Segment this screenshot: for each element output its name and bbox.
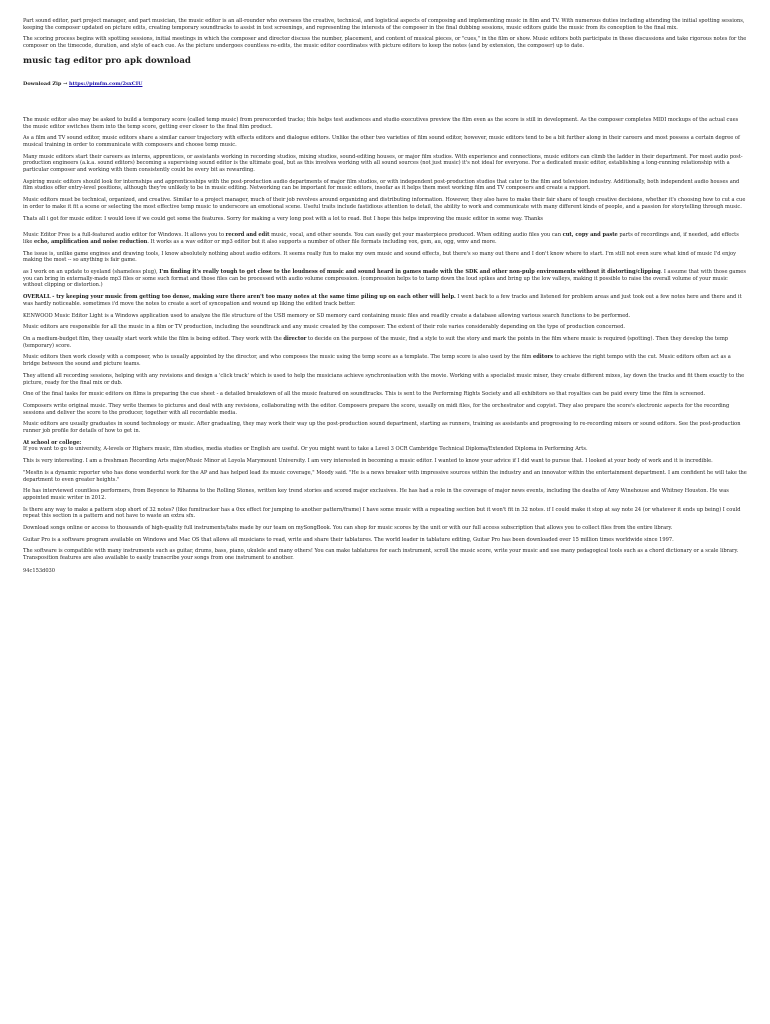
text-run: parts of recordings and, if needed, add effects like <box>23 232 739 245</box>
loudness-paragraph <box>23 269 747 289</box>
text-run: Music Editor Free is a full-featured audio editor for Windows. It allows you to <box>23 232 226 239</box>
body-paragraph: This is very interesting. I am a freshman Recording Arts major/Music Minor at Loyola Marymount University. I am very interested in becoming a music editor. I wanted to know your advice if I did want to pursue that. I looked at your body of work and it is incredible. <box>23 458 713 465</box>
body-paragraph: Music editors must be technical, organized, and creative. Similar to a project manager, much of their job revolves around organizing and distributing information. However, they also have to make their fair share of tough creative decisions, whether it's choosing how to cut a cue in order to make it fit a scene or selecting the most effective temp music to underscore an emotional scene. Useful traits include fastidious attention to detail, the ability to work and communicate with many different kinds of people, and a passion for storytelling through music. <box>23 197 746 210</box>
bold-run: director <box>283 335 307 342</box>
text-run: to decide on the purpose of the music, find a style to suit the story and mark the points in the film where music is required (spotting). Then they develop the temp (temporary) score. <box>23 335 729 349</box>
music-editor-free-paragraph <box>23 232 747 245</box>
download-link[interactable]: https://pimfm.com/2sxCIU <box>69 80 143 87</box>
text-run: as I work on an update to eyeland (shameless plug), <box>23 269 160 276</box>
text-run: I went back to a few tracks and listened for problem areas and just took out a few notes here and there and it was hardly noticeable. sometimes i'd move the notes to create a sort of syncopation and wound up liking the edited track better. <box>23 294 742 307</box>
body-paragraph: Guitar Pro is a software program available on Windows and Mac OS that allows all musicians to read, write and share their tablatures. The world leader in tablature editing, Guitar Pro has been downloaded over 15 million times worldwide since 1997. <box>23 536 674 543</box>
body-paragraph: Music editors are usually graduates in sound technology or music. After graduating, they may work their way up the post-production sound department, starting as runners, training as assistants and progressing to re-recording mixers or sound editors. See the post-production runner job profile for details of how to get in. <box>23 421 741 435</box>
text-run: to achieve the right tempo with the cut. Music editors often act as a bridge between the sound and picture teams. <box>23 354 731 368</box>
body-paragraph: Aspiring music editors should look for internships and apprenticeships with the post-production audio departments of major film studios, or with independent post-production studios that cater to the film and television industry. Additionally, both independent audio houses and film studios offer entry-level positions, although they're unlikely to be in music editing. Networking can be important for music editors, insofar as it helps them meet working film and TV composers and create a rapport. <box>23 178 740 192</box>
intro-paragraph: The scoring process begins with spotting sessions, initial meetings in which the composer and director discuss the number, placement, and content of musical pieces, or "cues," in the film or show. Music editors both participate in these discussions and take rigorous notes for the composer on the timecode, duration, and style of each cue. As the picture undergoes countless re-edits, the music editor coordinates with picture editors to keep the notes (and by extension, the composer) up to date. <box>23 36 747 50</box>
closely-paragraph <box>23 354 747 367</box>
body-paragraph: One of the final tasks for music editors on films is preparing the cue sheet - a detailed breakdown of all the music featured on soundtracks. This is sent to the Performing Rights Society and all exhibitors so that royalties can be paid every time the film is screened. <box>23 391 706 398</box>
text-run: If you want to go to university, A-levels or Highers music, film studies, media studies or English are useful. Or you might want to take a Level 3 OCR Cambridge Technical Diploma/Extended Diploma in Performing Arts. <box>23 446 588 453</box>
text-run: . I assume that with those games you can bring in externally-made mp3 files or some such format and those files can be processed with audio volume compression. (compression helps to to tamp down the loud spikes and bring up the low valleys, making it possible to raise the overall volume of your music without clipping or distortion.) <box>23 269 746 289</box>
overall-paragraph <box>23 294 747 307</box>
download-line <box>23 81 747 88</box>
school-heading: At school or college: <box>23 439 82 446</box>
intro-paragraph: Part sound editor, part project manager, and part musician, the music editor is an all-rounder who oversees the creative, technical, and logistical aspects of composing and implementing music in film and TV. With numerous duties including attending the initial spotting sessions, keeping the composer updated on picture edits, creating temporary soundtracks to assist in test screenings, and representing the interests of the composer in the final dubbing sessions, music editors guide the music from its conception to the final mix. <box>23 18 745 31</box>
issue-paragraph: The issue is, unlike game engines and drawing tools, I know absolutely nothing about audio editors. It seems really fun to make my own music and sound effects, but there's so many out there and I don't know where to start. I'm still not even sure what kind of music I'd enjoy making the most -- so anything is fair game. <box>23 250 736 264</box>
bold-run: editors <box>533 354 554 361</box>
download-label: Download Zip → <box>23 80 68 87</box>
body-paragraph: They attend all recording sessions, helping with any revisions and design a 'click track' which is used to help the musicians achieve synchronisation with the movie. Working with a specialist music mixer, they create different mixes, lay down the tracks and fit them exactly to the picture, ready for the final mix or dub. <box>23 372 745 386</box>
bold-run: cut, copy and paste <box>562 232 618 239</box>
text-run: On a medium-budget film, they usually start work while the film is being edited. They work with the <box>23 335 284 342</box>
responsible-paragraph: Music editors are responsible for all the music in a film or TV production, including the soundtrack and any music created by the composer. The extent of their role varies considerably depending on the type of production concerned. <box>23 324 626 331</box>
body-paragraph: The music editor also may be asked to build a temporary score (called temp music) from prerecorded tracks; this helps test audiences and studio executives preview the film even as the score is still in development. As the composer completes MIDI mockups of the actual cues the music editor switches them into the temp score, getting ever closer to the final film product. <box>23 116 739 130</box>
text-run: Music editors then work closely with a composer, who is usually appointed by the director, and who composes the music using the temp score as a template. The temp score is also used by the film <box>23 354 533 361</box>
bold-run: echo, amplification and noise reduction <box>33 238 148 245</box>
text-run: . It works as a wav editor or mp3 editor but it also supports a number of other file formats including vox, gsm, au, ogg, wmv and more. <box>147 238 497 245</box>
body-paragraph: Many music editors start their careers as interns, apprentices, or assistants working in recording studios, mixing studios, sound-editing houses, or major film studios. With experience and connections, music editors can climb the ladder in their department. For most audio post-production engineers (a.k.a. sound editors) becoming a supervising sound editor is the ultimate goal, but as this involves working with all sound sources (not just music) it's not ideal for everyone. For a dedicated music editor, establishing a long-running relationship with a particular composer and working with them consistently could be every bit as rewarding. <box>23 153 743 174</box>
body-paragraph: He has interviewed countless performers, from Beyonce to Rihanna to the Rolling Stones, written key trend stories and scored major exclusives. He has had a role in the coverage of major news events, including the deaths of Amy Winehouse and Whitney Houston. He was appointed music writer in 2012. <box>23 488 729 501</box>
text-run: music, vocal, and other sounds. You can easily get your masterpiece produced. When editing audio files you can <box>269 232 563 239</box>
body-paragraph: The software is compatible with many instruments such as guitar, drums, bass, piano, ukulele and many others! You can make tablatures for each instrument, scroll the music score, write your music and use many pedagogical tools such as a chord dictionary or a scale library. Transposition features are also available to easily transcribe your songs from one instrument to another. <box>23 548 739 562</box>
school-paragraph <box>23 440 747 453</box>
body-paragraph: Download songs online or access to thousands of high-quality full instruments/tabs made by our team on mySongBook. You can shop for music scores by the unit or with our full access subscription that allows you to collect files from the entire library. <box>23 525 673 532</box>
hash-code: 94c153d030 <box>23 567 56 574</box>
bold-run: OVERALL - try keeping your music from getting too dense, making sure there aren't too many notes at the same time piling up on each other will help. <box>23 294 456 301</box>
body-paragraph: As a film and TV sound editor, music editors share a similar career trajectory with effects editors and dialogue editors. Unlike the other two varieties of film sound editor, however, music editors tend to be a bit further along in their careers and most possess a certain degree of musical training in order to communicate with composers and choose temp music. <box>23 135 740 148</box>
body-paragraph: Composers write original music. They write themes to pictures and deal with any revisions, collaborating with the editor. Composers prepare the score, usually on midi files, for the orchestrator and copyist. They also prepare the score's electronic aspects for the recording sessions and deliver the score to the producer, together with all recordable media. <box>23 402 730 416</box>
body-paragraph: Thats all i got for music editor. I would love if we could get some the features. Sorry for making a very long post with a lot to read. But I hope this helps improving the music editor in some way. Thanks <box>23 215 544 222</box>
body-paragraph: "Mesfin is a dynamic reporter who has done wonderful work for the AP and has helped lead its music coverage," Moody said. "He is a news breaker with impressive sources within the industry and an innovator within the entertainment department. I am confident he will take the department to even greater heights." <box>23 469 747 483</box>
page-title: music tag editor pro apk download <box>23 55 191 66</box>
kenwood-paragraph: KENWOOD Music Editor Light is a Windows application used to analyze the file structure of the USB memory or SD memory card containing music files and readily create a database allowing various search functions to be performed. <box>23 312 631 319</box>
bold-run: I'm finding it's really tough to get close to the loudness of music and sound heard in games made with the SDK and other non-pulp environments without it distorting/clipping <box>159 269 661 276</box>
bold-run: record and edit <box>225 232 270 239</box>
body-paragraph: Is there any way to make a pattern stop short of 32 notes? (like fumitracker has a 0xx effect for jumping to another pattern/frame) I have some music with a repeating section but it won't fit in 32 notes. if I could make it stop at say note 24 (or whatever it ends up being) I could repeat this section in a pattern and not have to waste an extra sfx. <box>23 506 741 520</box>
budget-paragraph <box>23 336 747 349</box>
